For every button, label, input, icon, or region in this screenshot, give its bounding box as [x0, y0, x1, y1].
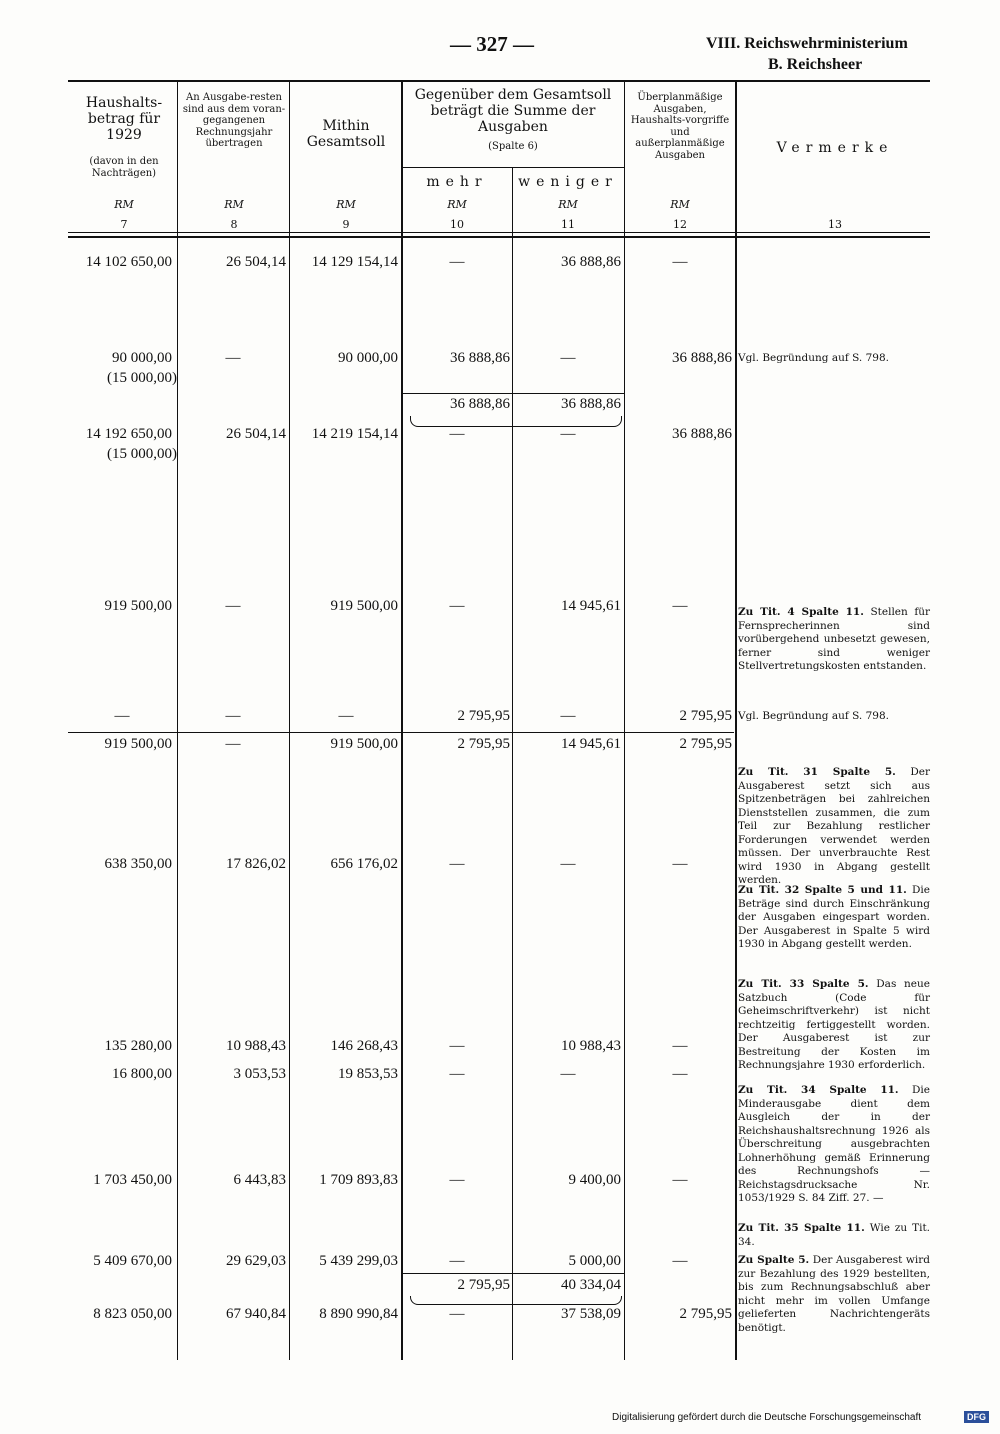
ministry-title: VIII. Reichswehrministerium	[706, 35, 908, 52]
unit-col-7: RM	[114, 198, 134, 211]
table-cell: 5 000,00	[568, 1253, 621, 1269]
note-tit-31: Zu Tit. 31 Spalte 5. Der Ausgaberest setzt sich aus Spitzenbeträgen bei zahlreichen Dienststellen zusammen, die zum Teil zur Bezahlung restlicher Forderungen verwendet werden müssen. Der unverbrauchte Rest wird 1930 in Abgang gestellt werden.	[738, 766, 930, 886]
table-cell: —	[560, 1066, 576, 1082]
table-cell: —	[560, 426, 576, 442]
table-cell: —	[672, 254, 688, 270]
table-cell: 2 795,95	[457, 708, 510, 724]
table-cell: 67 940,84	[226, 1306, 286, 1322]
table-cell: 919 500,00	[104, 736, 172, 752]
table-cell: —	[449, 426, 465, 442]
table-cell: —	[449, 598, 465, 614]
note-tit-34: Zu Tit. 34 Spalte 11. Die Minderausgabe dient dem Ausgleich der in der Reichshaushaltsrechnung 1926 als Überschreitung ausgebrachten Lohnerhöhung gemäß Erinnerung des Rechnungshofs — Reichstagsdrucksache Nr. 1053/1929 S. 84 Ziff. 27. —	[738, 1084, 930, 1204]
colnum-8: 8	[230, 218, 238, 231]
table-cell: 5 409 670,00	[93, 1253, 172, 1269]
sum-rule-1	[402, 393, 624, 394]
table-cell: 14 129 154,14	[311, 254, 398, 270]
unit-col-9: RM	[336, 198, 356, 211]
table-cell: —	[449, 1038, 465, 1054]
table-cell: 2 795,95	[679, 736, 732, 752]
table-cell: 90 000,00	[338, 350, 398, 366]
header-col-7: Haushalts-betrag für 1929	[85, 95, 163, 144]
note-tit-33: Zu Tit. 33 Spalte 5. Das neue Satzbuch (Code für Geheimschriftverkehr) ist nicht rechtzeitig fertiggestellt worden. Der Ausgaberest ist zur Bestreitung der Kosten im Rechnungsjahre 1930 erforderlich.	[738, 978, 930, 1071]
table-cell: —	[449, 1253, 465, 1269]
table-cell: 26 504,14	[226, 254, 286, 270]
header-col-9: Mithin Gesamtsoll	[306, 118, 386, 151]
colnum-13: 13	[828, 218, 842, 231]
table-cell: —	[449, 1172, 465, 1188]
table-cell: 36 888,86	[672, 426, 732, 442]
header-col-10-11: Gegenüber dem Gesamtsoll beträgt die Summe der Ausgaben	[414, 87, 612, 136]
col-divider-7-8	[177, 80, 178, 1360]
colnum-11: 11	[561, 218, 575, 231]
table-cell: —	[672, 1253, 688, 1269]
colnum-7: 7	[120, 218, 128, 231]
table-cell: (15 000,00)	[107, 370, 177, 386]
note-tit-4: Zu Tit. 4 Spalte 11. Stellen für Fernsprecherinnen sind vorübergehend unbesetzt gewesen, ferner sind weniger Stellvertretungskosten entstanden.	[738, 606, 931, 672]
table-cell: 16 800,00	[112, 1066, 172, 1082]
header-col-10: mehr	[426, 174, 488, 190]
table-cell: 29 629,03	[226, 1253, 286, 1269]
table-cell: 36 888,86	[561, 254, 621, 270]
table-cell: 135 280,00	[104, 1038, 172, 1054]
table-cell: 2 795,95	[457, 736, 510, 752]
header-col-11: weniger	[518, 174, 618, 190]
table-cell: 14 945,61	[561, 598, 621, 614]
table-cell: —	[672, 1066, 688, 1082]
table-cell: 8 890 990,84	[319, 1306, 398, 1322]
table-cell: —	[225, 598, 241, 614]
header-col-8: An Ausgabe-resten sind aus dem voran-gegangenen Rechnungsjahr übertragen	[182, 92, 286, 149]
table-cell: 17 826,02	[226, 856, 286, 872]
note-spalte-5: Zu Spalte 5. Der Ausgaberest wird zur Bezahlung des 1929 bestellten, bis zum Rechnungsabschluß aber nicht mehr im vollen Umfange gelieferten Nachrichtengeräts benötigt.	[738, 1254, 930, 1334]
unit-col-12: RM	[670, 198, 690, 211]
table-cell: 14 102 650,00	[85, 254, 172, 270]
unit-col-10: RM	[447, 198, 467, 211]
table-cell: 10 988,43	[226, 1038, 286, 1054]
table-cell: —	[672, 856, 688, 872]
table-cell: 919 500,00	[104, 598, 172, 614]
colnum-10: 10	[450, 218, 464, 231]
table-cell: —	[672, 1172, 688, 1188]
table-cell: 1 703 450,00	[93, 1172, 172, 1188]
table-cell: 656 176,02	[330, 856, 398, 872]
note-tit-32: Zu Tit. 32 Spalte 5 und 11. Die Beträge sind durch Einschränkung der Ausgaben eingespart worden. Der Ausgaberest in Spalte 5 wird 1930 in Abgang gestellt werden.	[738, 884, 930, 950]
section-title: B. Reichsheer	[768, 56, 863, 73]
table-cell: 919 500,00	[330, 598, 398, 614]
table-cell: —	[225, 350, 241, 366]
unit-col-11: RM	[558, 198, 578, 211]
header-bottom-rule-2	[68, 236, 930, 238]
table-cell: —	[560, 708, 576, 724]
footer-text: Digitalisierung gefördert durch die Deutsche Forschungsgemeinschaft	[612, 1412, 922, 1423]
table-cell: 8 823 050,00	[93, 1306, 172, 1322]
note-tit-35: Zu Tit. 35 Spalte 11. Wie zu Tit. 34.	[738, 1222, 931, 1248]
table-cell: 36 888,86	[561, 396, 621, 412]
colnum-12: 12	[673, 218, 687, 231]
header-col-13: Vermerke	[776, 140, 894, 156]
table-cell: 1 709 893,83	[319, 1172, 398, 1188]
table-cell: 2 795,95	[679, 708, 732, 724]
col-divider-11-12	[624, 80, 625, 1360]
header-col-10-11-sub: (Spalte 6)	[488, 141, 538, 152]
table-cell: 2 795,95	[679, 1306, 732, 1322]
dfg-logo: DFG	[964, 1411, 989, 1423]
table-cell: —	[672, 598, 688, 614]
col-divider-12-13	[735, 80, 737, 1360]
table-cell: 36 888,86	[450, 396, 510, 412]
sum-rule-2	[402, 1273, 624, 1274]
table-cell: —	[338, 708, 354, 724]
header-col-12: Überplanmäßige Ausgaben, Haushalts-vorgriffe und außerplanmäßige Ausgaben	[630, 92, 730, 161]
table-cell: 5 439 299,03	[319, 1253, 398, 1269]
table-cell: 90 000,00	[112, 350, 172, 366]
table-cell: 3 053,53	[233, 1066, 286, 1082]
col-divider-10-11	[512, 167, 513, 1360]
table-cell: 37 538,09	[561, 1306, 621, 1322]
table-cell: 40 334,04	[561, 1277, 621, 1293]
table-cell: 919 500,00	[330, 736, 398, 752]
brace-2	[410, 1296, 622, 1305]
note-begruendung-2: Vgl. Begründung auf S. 798.	[738, 710, 889, 722]
table-cell: 26 504,14	[226, 426, 286, 442]
table-cell: 146 268,43	[330, 1038, 398, 1054]
colnum-9: 9	[342, 218, 350, 231]
table-cell: —	[672, 1038, 688, 1054]
table-cell: 638 350,00	[104, 856, 172, 872]
table-cell: —	[225, 736, 241, 752]
unit-col-8: RM	[224, 198, 244, 211]
table-cell: —	[225, 708, 241, 724]
page-number: — 327 —	[450, 32, 534, 56]
table-cell: 14 219 154,14	[311, 426, 398, 442]
table-cell: —	[114, 708, 130, 724]
header-col-7-sub: (davon in den Nachträgen)	[89, 156, 159, 179]
col-divider-8-9	[289, 80, 290, 1360]
header-bottom-rule	[68, 232, 930, 233]
table-cell: —	[449, 856, 465, 872]
table-cell: 6 443,83	[233, 1172, 286, 1188]
table-cell: 36 888,86	[450, 350, 510, 366]
table-cell: 2 795,95	[457, 1277, 510, 1293]
table-top-rule	[68, 80, 930, 82]
table-cell: 19 853,53	[338, 1066, 398, 1082]
note-begruendung-1: Vgl. Begründung auf S. 798.	[738, 352, 889, 364]
col-divider-9-10	[401, 80, 403, 1360]
table-cell: (15 000,00)	[107, 446, 177, 462]
subheader-rule	[402, 167, 624, 168]
table-cell: 9 400,00	[568, 1172, 621, 1188]
table-cell: 14 945,61	[561, 736, 621, 752]
table-cell: 36 888,86	[672, 350, 732, 366]
table-cell: 14 192 650,00	[85, 426, 172, 442]
table-cell: 10 988,43	[561, 1038, 621, 1054]
table-cell: —	[449, 254, 465, 270]
table-cell: —	[449, 1306, 465, 1322]
table-cell: —	[560, 350, 576, 366]
table-cell: —	[560, 856, 576, 872]
table-cell: —	[449, 1066, 465, 1082]
